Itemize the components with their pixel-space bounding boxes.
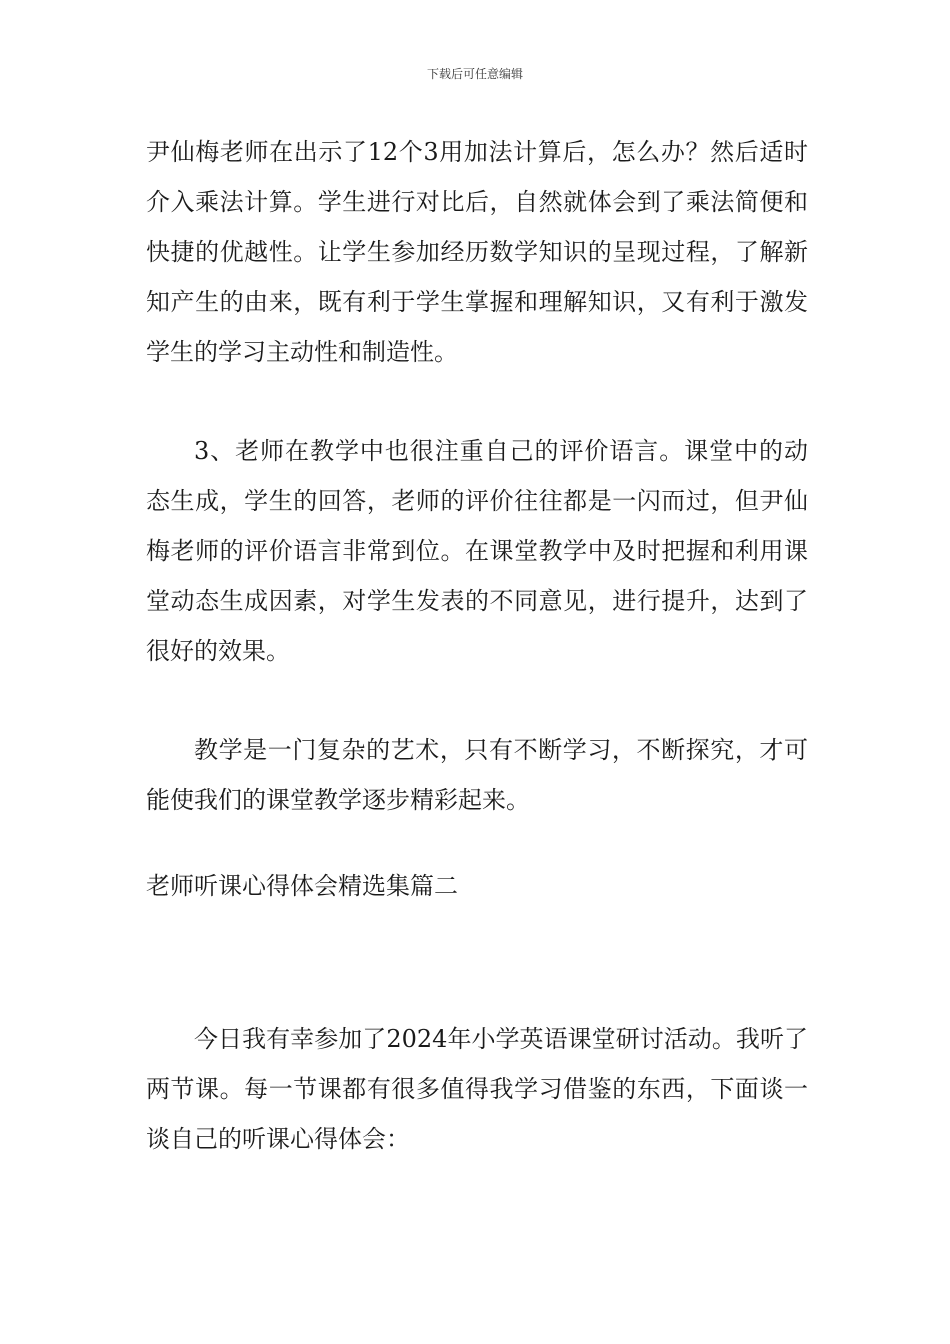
- paragraph-evaluation-language: 3、老师在教学中也很注重自己的评价语言。课堂中的动态生成，学生的回答，老师的评价往往都是一闪而过，但尹仙梅老师的评价语言非常到位。在课堂教学中及时把握和利用课堂动态生成因素，对学生发表的不同意见，进行提升，达到了很好的效果。: [146, 437, 808, 665]
- document-body: [146, 127, 808, 1164]
- paragraph-english-seminar: 今日我有幸参加了2024年小学英语课堂研讨活动。我听了两节课。每一节课都有很多值得我学习借鉴的东西，下面谈一谈自己的听课心得体会：: [146, 1025, 808, 1153]
- paragraph-multiplication: 尹仙梅老师在出示了12个3用加法计算后，怎么办？然后适时介入乘法计算。学生进行对比后，自然就体会到了乘法简便和快捷的优越性。让学生参加经历数学知识的呈现过程，了解新知产生的由来，既有利于学生掌握和理解知识，又有利于激发学生的学习主动性和制造性。: [146, 138, 808, 366]
- paragraph-teaching-art: 教学是一门复杂的艺术，只有不断学习，不断探究，才可能使我们的课堂教学逐步精彩起来。: [146, 736, 808, 814]
- section-heading: 老师听课心得体会精选集篇二: [146, 872, 458, 900]
- page-header-note: 下载后可任意编辑: [426, 67, 523, 81]
